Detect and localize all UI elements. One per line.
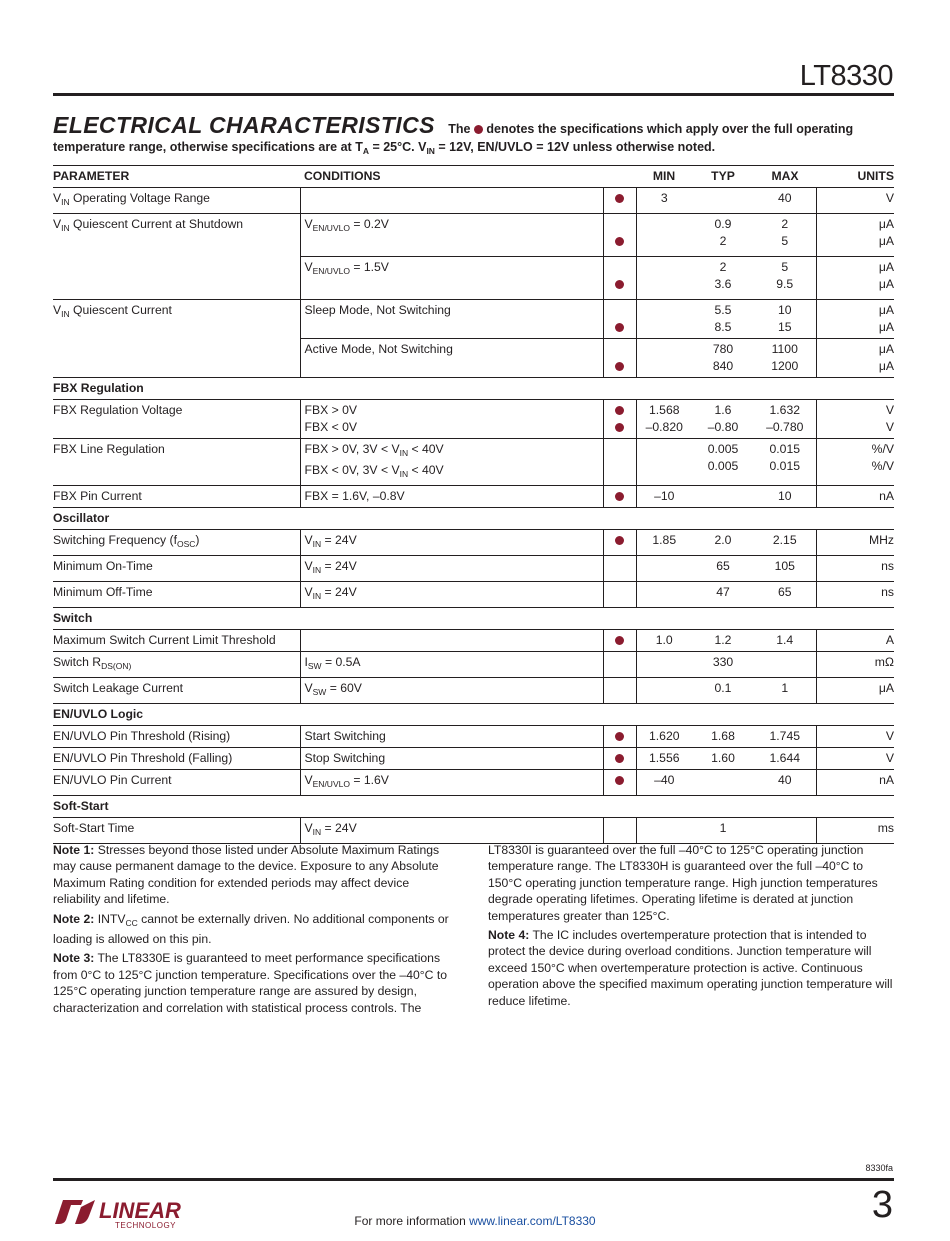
page-number: 3 bbox=[871, 1184, 893, 1226]
table-row: FBX Regulation Voltage FBX > 0V FBX < 0V 1.568 –0.820 1.6 –0.80 1.632 –0.780 V V bbox=[53, 400, 894, 439]
bullet-icon bbox=[615, 237, 624, 246]
bullet-icon bbox=[615, 636, 624, 645]
table-row: FBX Line Regulation FBX > 0V, $3V < V_{IN} < 40V$ FBX < 0V, $3V < V_{IN} < 40V$ 0.005 0.005 0.015 0.015 %/V %/V bbox=[53, 439, 894, 486]
bullet-icon bbox=[615, 280, 624, 289]
table-row: $V_{IN}$ Quiescent Current at Shutdown $V_{EN/UVLO} = 0.2V$ 0.9 2 2 5 μA μA bbox=[53, 214, 894, 257]
bullet-icon bbox=[615, 492, 624, 501]
bullet-icon bbox=[615, 423, 624, 432]
col-units: UNITS bbox=[816, 166, 894, 188]
note-3-continued: LT8330I is guaranteed over the full –40°C to 125°C operating junction temperature range. The LT8330H is guaranteed over the full –40°C to 150°C operating junction temperature range. High junction temperatures degrade operating lifetimes. Operating lifetime is derated at junction temperatures greater than 125°C. bbox=[488, 843, 878, 923]
note-3: Note 3: The LT8330E is guaranteed to meet performance specifications from 0°C to 125°C junction temperature. Specifications over the –40°C to 125°C operating junction temperature range are assured by design, characterization and correlation with statistical process controls. The bbox=[53, 951, 447, 1015]
table-section-row: FBX Regulation bbox=[53, 378, 894, 400]
table-section-row: EN/UVLO Logic bbox=[53, 704, 894, 726]
table-row: $V_{EN/UVLO} = 1.5V$ 2 3.6 5 9.5 μA μA bbox=[53, 257, 894, 300]
table-row: Active Mode, Not Switching 780 840 1100 1200 μA μA bbox=[53, 339, 894, 378]
bullet-icon bbox=[615, 194, 624, 203]
table-row: $V_{IN}$ Quiescent Current Sleep Mode, Not Switching 5.5 8.5 10 15 μA μA bbox=[53, 300, 894, 339]
section-description: The denotes the specifications which apply over the full operating bbox=[448, 122, 854, 136]
table-row: Switch $R_{DS(ON)}$ $I_{SW} = 0.5A$ 330 mΩ bbox=[53, 652, 894, 678]
table-row: EN/UVLO Pin Threshold (Rising) Start Switching 1.620 1.68 1.745 V bbox=[53, 726, 894, 748]
note-1: Note 1: Stresses beyond those listed under Absolute Maximum Ratings may cause permanent damage to the device. Exposure to any Absolute Maximum Rating condition for extended periods may affect device reliability and lifetime. bbox=[53, 843, 440, 907]
col-conditions: CONDITIONS bbox=[300, 166, 603, 188]
bullet-icon bbox=[615, 362, 624, 371]
table-row: Soft-Start Time $V_{IN} = 24V$ 1 ms bbox=[53, 818, 894, 844]
section-header bbox=[53, 112, 894, 156]
table-row: EN/UVLO Pin Current $V_{EN/UVLO} = 1.6V$ –40 40 nA bbox=[53, 770, 894, 796]
document-number: 8330fa bbox=[865, 1163, 893, 1173]
col-typ: TYP bbox=[692, 166, 754, 188]
col-min: MIN bbox=[636, 166, 692, 188]
table-row: FBX Pin Current FBX = 1.6V, –0.8V –10 10 nA bbox=[53, 486, 894, 508]
table-row: $V_{IN}$ Operating Voltage Range 3 40 V bbox=[53, 188, 894, 214]
logo-subtext: TECHNOLOGY bbox=[115, 1221, 177, 1230]
logo-text: LINEAR bbox=[99, 1198, 181, 1223]
notes bbox=[53, 842, 894, 1019]
col-max: MAX bbox=[754, 166, 816, 188]
table-row: Minimum On-Time $V_{IN} = 24V$ 65 105 ns bbox=[53, 556, 894, 582]
table-row: Switching Frequency $(f_{OSC})$ $V_{IN} = 24V$ 1.85 2.0 2.15 MHz bbox=[53, 530, 894, 556]
footer-more-info: For more information www.linear.com/LT8330 bbox=[354, 1214, 596, 1228]
table-row: EN/UVLO Pin Threshold (Falling) Stop Switching 1.556 1.60 1.644 V bbox=[53, 748, 894, 770]
bullet-icon bbox=[615, 536, 624, 545]
note-4: Note 4: The IC includes overtemperature protection that is intended to protect the device during overload conditions. Junction temperature will exceed 150°C when overtemperature protection is active. Continuous operation above the specified maximum operating junction temperature will reduce lifetime. bbox=[488, 928, 893, 1008]
bullet-icon bbox=[615, 406, 624, 415]
notes-left-column bbox=[53, 842, 453, 1019]
table-row: Maximum Switch Current Limit Threshold 1.0 1.2 1.4 A bbox=[53, 630, 894, 652]
table-section-row: Switch bbox=[53, 608, 894, 630]
bullet-icon bbox=[615, 776, 624, 785]
bottom-rule bbox=[53, 1178, 894, 1181]
table-section-row: Soft-Start bbox=[53, 796, 894, 818]
bullet-icon bbox=[615, 754, 624, 763]
electrical-characteristics-table bbox=[53, 165, 894, 844]
table-section-row: Oscillator bbox=[53, 508, 894, 530]
note-2: Note 2: $INTV_{CC}$ cannot be externally driven. No additional components or loading is allowed on this pin. bbox=[53, 911, 449, 947]
table-row: Switch Leakage Current $V_{SW} = 60V$ 0.1 1 μA bbox=[53, 678, 894, 704]
top-rule bbox=[53, 93, 894, 96]
notes-right-column bbox=[488, 842, 894, 1019]
section-description-line2: temperature range, otherwise specifications are at $T_A = 25^\circ C$. $V_{IN} = 12V$, EN/UVLO = 12V unless otherwise noted. bbox=[53, 140, 716, 156]
bullet-icon bbox=[474, 125, 483, 134]
bullet-icon bbox=[615, 323, 624, 332]
col-parameter: PARAMETER bbox=[53, 166, 300, 188]
table-row: Minimum Off-Time $V_{IN} = 24V$ 47 65 ns bbox=[53, 582, 894, 608]
part-number: LT8330 bbox=[799, 60, 893, 92]
section-title: ELECTRICAL CHARACTERISTICS bbox=[53, 112, 435, 138]
table-header-row bbox=[53, 166, 894, 188]
bullet-icon bbox=[615, 732, 624, 741]
website-link[interactable]: www.linear.com/LT8330 bbox=[469, 1214, 596, 1228]
